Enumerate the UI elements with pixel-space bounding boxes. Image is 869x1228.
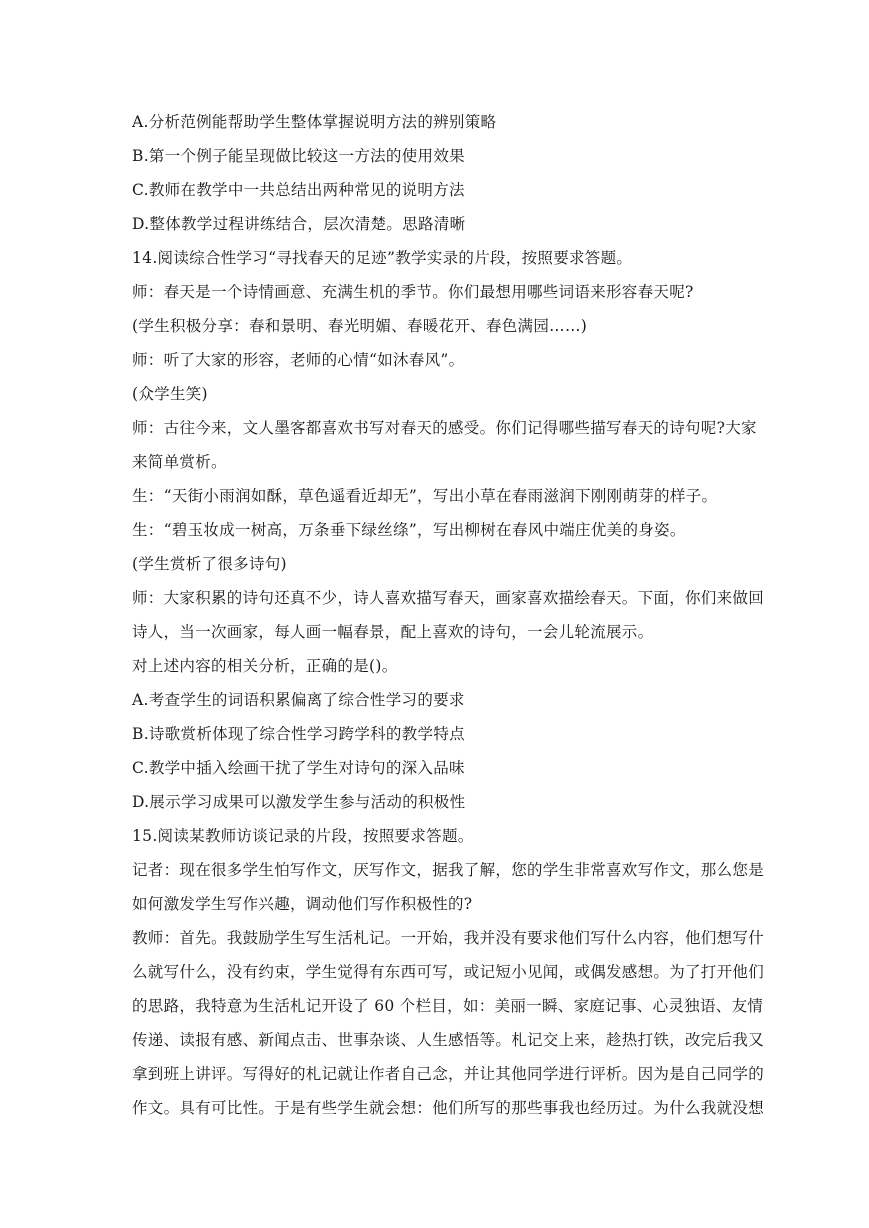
interview-line: 传递、读报有感、新闻点击、世事杂谈、人生感悟等。札记交上来，趁热打铁，改完后我又 bbox=[132, 1031, 765, 1049]
interview-line: 作文。具有可比性。于是有些学生就会想：他们所写的那些事我也经历过。为什么我就没想 bbox=[132, 1099, 765, 1117]
question-14-prompt: 对上述内容的相关分析，正确的是()。 bbox=[132, 657, 398, 675]
interview-line: 的思路，我特意为生活札记开设了 60 个栏目，如：美丽一瞬、家庭记事、心灵独语、友情 bbox=[132, 997, 764, 1015]
interview-line: 么就写什么，没有约束，学生觉得有东西可写，或记短小见闻，或偶发感想。为了打开他们 bbox=[132, 963, 765, 981]
dialogue-line: (众学生笑) bbox=[132, 385, 208, 403]
dialogue-line: 生：“碧玉妆成一树高，万条垂下绿丝绦”，写出柳树在春风中端庄优美的身姿。 bbox=[132, 521, 686, 539]
interview-line: 如何激发学生写作兴趣，调动他们写作积极性的? bbox=[132, 895, 473, 913]
question-15-stem: 15.阅读某教师访谈记录的片段，按照要求答题。 bbox=[132, 827, 474, 845]
dialogue-line: 诗人，当一次画家，每人画一幅春景，配上喜欢的诗句，一会儿轮流展示。 bbox=[132, 623, 654, 641]
interview-line: 拿到班上讲评。写得好的札记就让作者自己念，并让其他同学进行评析。因为是自己同学的 bbox=[132, 1065, 765, 1083]
dialogue-line: (学生赏析了很多诗句) bbox=[132, 555, 287, 573]
dialogue-line: (学生积极分享：春和景明、春光明媚、春暖花开、春色满园……) bbox=[132, 317, 588, 335]
dialogue-line: 师：春天是一个诗情画意、充满生机的季节。你们最想用哪些词语来形容春天呢? bbox=[132, 283, 694, 301]
question-14-stem: 14.阅读综合性学习“寻找春天的足迹”教学实录的片段，按照要求答题。 bbox=[132, 249, 633, 267]
interview-line: 教师：首先。我鼓励学生写生活札记。一开始，我并没有要求他们写什么内容，他们想写什 bbox=[132, 929, 765, 947]
option-d-line: D.整体教学过程讲练结合，层次清楚。思路清晰 bbox=[132, 215, 466, 233]
option-c-line: C.教师在教学中一共总结出两种常见的说明方法 bbox=[132, 181, 465, 199]
option-b-line: B.第一个例子能呈现做比较这一方法的使用效果 bbox=[132, 147, 465, 165]
dialogue-line: 师：古往今来，文人墨客都喜欢书写对春天的感受。你们记得哪些描写春天的诗句呢?大家 bbox=[132, 419, 757, 437]
dialogue-line: 师：大家积累的诗句还真不少，诗人喜欢描写春天，画家喜欢描绘春天。下面，你们来做回 bbox=[132, 589, 765, 607]
dialogue-line: 生：“天街小雨润如酥，草色遥看近却无”，写出小草在春雨滋润下刚刚萌芽的样子。 bbox=[132, 487, 718, 505]
option-a-line: A.考查学生的词语积累偏离了综合性学习的要求 bbox=[132, 691, 465, 709]
interview-line: 记者：现在很多学生怕写作文，厌写作文，据我了解，您的学生非常喜欢写作文，那么您是 bbox=[132, 861, 765, 879]
option-b-line: B.诗歌赏析体现了综合性学习跨学科的教学特点 bbox=[132, 725, 465, 743]
dialogue-line: 来简单赏析。 bbox=[132, 453, 227, 471]
option-d-line: D.展示学习成果可以激发学生参与活动的积极性 bbox=[132, 793, 466, 811]
option-a-line: A.分析范例能帮助学生整体掌握说明方法的辨别策略 bbox=[132, 113, 497, 131]
dialogue-line: 师：听了大家的形容，老师的心情“如沐春风”。 bbox=[132, 351, 465, 369]
option-c-line: C.教学中插入绘画干扰了学生对诗句的深入品味 bbox=[132, 759, 465, 777]
